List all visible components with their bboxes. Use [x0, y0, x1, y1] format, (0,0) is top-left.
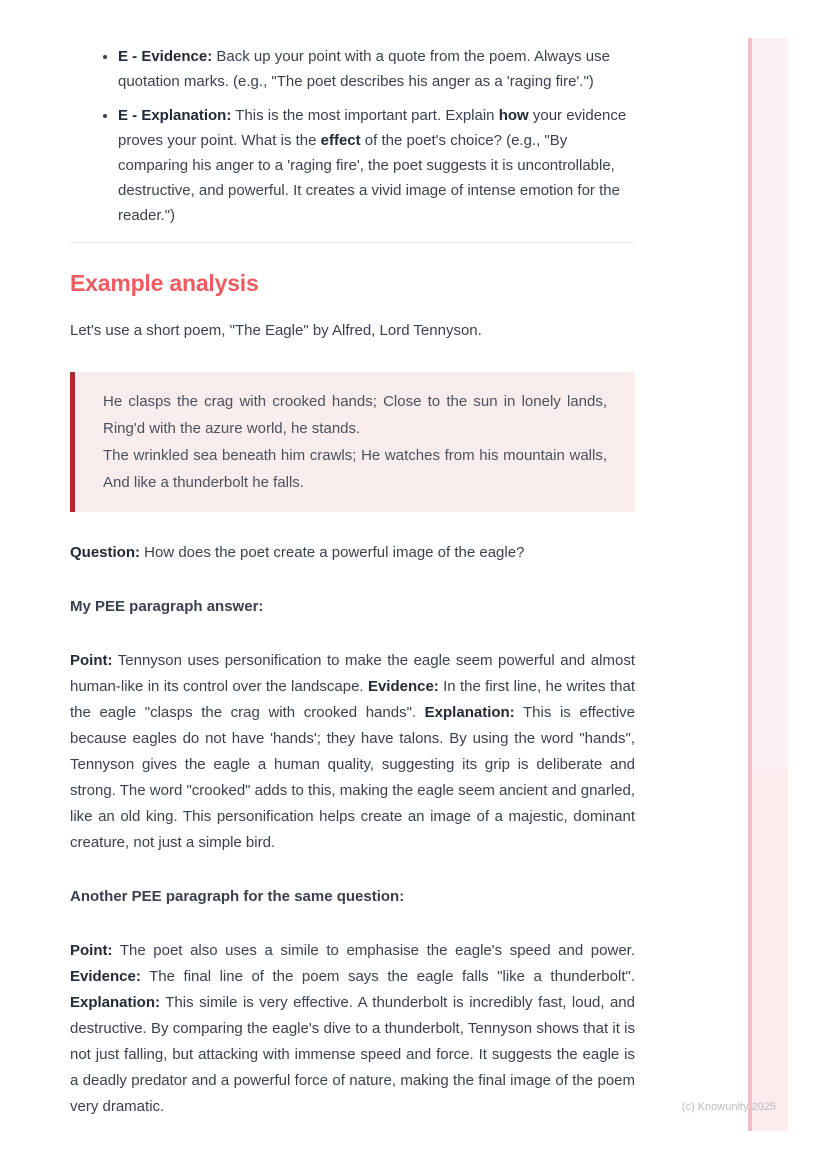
answer-label: My PEE paragraph answer:: [70, 598, 264, 615]
pee-paragraph-1: Point: Tennyson uses personification to make the eagle seem powerful and almost human-like in its control over the landscape. Evidence: In the first line, he writes that the eagle "clasps the crag with crooked hands". Explanation: This is effective because eagles do not have 'hands'; they have talons. By using the word "hands", Tennyson gives the eagle a human quality, suggesting its grip is deliberate and strong. The word "crooked" adds to this, making the eagle seem ancient and gnarled, like an old king. This personification helps create an image of a majestic, dominant creature, not just a simple bird.: [70, 652, 636, 851]
another-paragraph-label: Another PEE paragraph for the same question:: [70, 888, 405, 905]
document-content: [70, 0, 635, 1120]
bullet-explanation: • E - Explanation: This is the most important part. Explain how your evidence proves your point. What is the effect of the poet's choice? (e.g., "By comparing his anger to a 'raging fire', the poet suggests it is uncontrollable, destructive, and powerful. It creates a vivid image of intense emotion for the reader."): [118, 103, 635, 228]
pee-paragraph-2: Point: The poet also uses a simile to emphasise the eagle's speed and power. Evidence: The final line of the poem says the eagle falls "like a thunderbolt". Explanation: This simile is very effective. A thunderbolt is incredibly fast, loud, and destructive. By comparing the eagle's dive to a thunderbolt, Tennyson shows that it is not just falling, but attacking with immense speed and force. It suggests the eagle is a deadly predator and a powerful force of nature, making the final image of the poem very dramatic.: [70, 942, 635, 1115]
section-divider: [70, 242, 635, 243]
intro-text: Let's use a short poem, "The Eagle" by Alfred, Lord Tennyson.: [70, 322, 482, 339]
bullet-evidence: • E - Evidence: Back up your point with a quote from the poem. Always use quotation marks. (e.g., "The poet describes his anger as a 'raging fire'."): [118, 44, 635, 94]
page-edge-strip-bottom: [748, 770, 788, 1131]
example-analysis-heading: Example analysis: [70, 270, 259, 296]
pee-bullet-list: [70, 44, 635, 228]
poem-line-1: He clasps the crag with crooked hands; Close to the sun in lonely lands, Ring'd with the azure world, he stands.: [103, 393, 607, 437]
poem-line-2: The wrinkled sea beneath him crawls; He watches from his mountain walls, And like a thunderbolt he falls.: [103, 447, 607, 491]
page-edge-strip-top: [748, 38, 788, 770]
poem-blockquote: [70, 372, 635, 512]
copyright-watermark: (c) Knowunity 2025: [681, 1101, 776, 1113]
question-text: Question: How does the poet create a powerful image of the eagle?: [70, 544, 525, 561]
